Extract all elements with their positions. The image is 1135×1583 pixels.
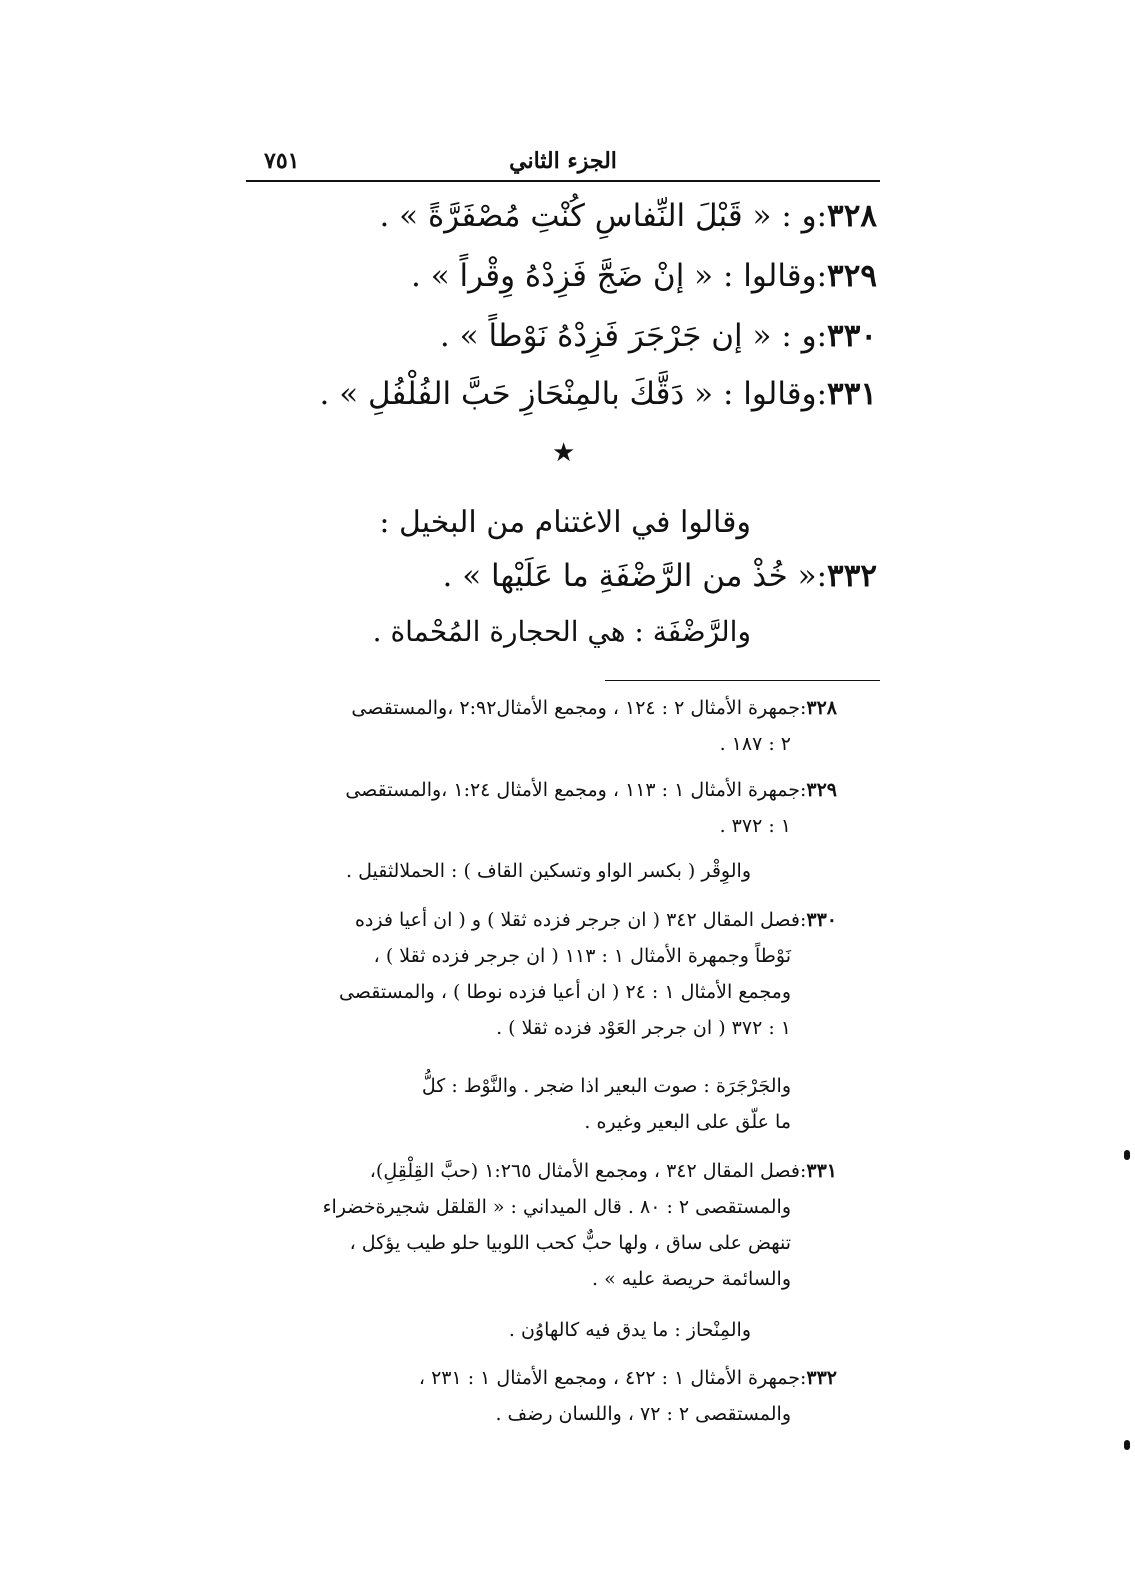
footnote-line: والمستقصى ٢ : ٨٠ . قال الميداني : « القلقل شجيرةخضراء bbox=[322, 1196, 791, 1218]
proverb-entry bbox=[443, 558, 878, 594]
footnote-line: :جمهرة الأمثال ١ : ٤٢٢ ، ومجمع الأمثال ١ : ٢٣١ ، bbox=[418, 1367, 807, 1389]
proverb-entry bbox=[379, 198, 877, 234]
entry-number: ٣٣١ bbox=[827, 376, 877, 412]
entry-text: :و : « إن جَرْجَرَ فَزِدْهُ نَوْطاً » . bbox=[439, 318, 828, 354]
footnote-line: ١ : ٣٧٢ . bbox=[719, 815, 791, 837]
entry-text: :وقالوا : « دَقَّكَ بالمِنْحَازِ حَبَّ الفُلْفُلِ » . bbox=[319, 376, 828, 412]
footnote-line: تنهض على ساق ، ولها حبٌّ كحب اللوبيا حلو طيب يؤكل ، bbox=[349, 1232, 791, 1254]
footnote-line: نَوْطاً وجمهرة الأمثال ١ : ١١٣ ( ان جرجر فزده ثقلا ) ، bbox=[373, 945, 791, 967]
footnote-line: والجَرْجَرَة : صوت البعير اذا ضجر . والنَّوْط : كلُّ bbox=[421, 1075, 791, 1097]
footnote-number: ٣٢٨ bbox=[806, 697, 837, 719]
entry-text: :و : « قَبْلَ النِّفاسِ كُنْتِ مُصْفَرَّةً » . bbox=[379, 198, 828, 234]
footnote-line: ومجمع الأمثال ١ : ٢٤ ( ان أعيا فزده نوطا ) ، والمستقصى bbox=[338, 981, 791, 1003]
footnote-line: :فصل المقال ٣٤٢ ، ومجمع الأمثال ١:٢٦٥ (حبَّ القِلْقِلِ)، bbox=[369, 1160, 807, 1182]
footnote-line: ما علّق على البعير وغيره . bbox=[584, 1111, 791, 1133]
entry-number: ٣٢٨ bbox=[827, 198, 877, 234]
proverb-entry bbox=[440, 318, 877, 354]
footnote bbox=[227, 1153, 837, 1297]
footnote-number: ٣٣٠ bbox=[806, 909, 837, 931]
footnote-gloss: والوِقْر ( بكسر الواو وتسكين القاف ) : الحملالثقيل . bbox=[346, 860, 751, 882]
footnote-divider bbox=[605, 680, 880, 681]
footnote-number: ٣٣١ bbox=[806, 1160, 837, 1182]
entry-text: :وقالوا : « إنْ ضَجَّ فَزِدْهُ وِقْراً » . bbox=[411, 258, 828, 294]
running-title: الجزء الثاني bbox=[509, 148, 617, 174]
footnote bbox=[227, 902, 837, 1046]
footnote bbox=[227, 690, 837, 762]
footnote-line: والسائمة حريصة عليه » . bbox=[592, 1268, 791, 1290]
entry-number: ٣٣٠ bbox=[827, 318, 877, 354]
footnote-line: :جمهرة الأمثال ٢ : ١٢٤ ، ومجمع الأمثال٢:٩٢ ،والمستقصى bbox=[351, 697, 807, 719]
footnote-number: ٣٢٩ bbox=[806, 779, 837, 801]
footnote-line: ٢ : ١٨٧ . bbox=[719, 733, 791, 755]
page-header bbox=[246, 148, 880, 182]
section-heading: وقالوا في الاغتنام من البخيل : bbox=[379, 505, 751, 540]
footnote-line: ١ : ٣٧٢ ( ان جرجر العَوْد فزده ثقلا ) . bbox=[496, 1017, 791, 1039]
footnote-gloss: والمِنْحاز : ما يدق فيه كالهاوُن . bbox=[508, 1319, 751, 1341]
star-icon: ★ bbox=[552, 438, 576, 468]
footnote-number: ٣٣٢ bbox=[806, 1367, 837, 1389]
footnote-line: والمستقصى ٢ : ٧٢ ، واللسان رضف . bbox=[495, 1403, 791, 1425]
entry-number: ٣٢٩ bbox=[827, 258, 877, 294]
footnote-line: :فصل المقال ٣٤٢ ( ان جرجر فزده ثقلا ) و ( ان أعيا فزده bbox=[354, 909, 807, 931]
scan-mark bbox=[1124, 1440, 1130, 1450]
footnote bbox=[227, 772, 837, 844]
entry-text: :« خُذْ من الرَّضْفَةِ ما عَلَيْها » . bbox=[442, 558, 828, 594]
page-number: ٧٥١ bbox=[264, 148, 300, 174]
footnote-line: :جمهرة الأمثال ١ : ١١٣ ، ومجمع الأمثال ١:٢٤ ،والمستقصى bbox=[345, 779, 807, 801]
proverb-entry bbox=[411, 258, 877, 294]
footnote bbox=[227, 1360, 837, 1432]
proverb-entry bbox=[319, 376, 877, 412]
scan-mark bbox=[1124, 1150, 1130, 1160]
entry-number: ٣٣٢ bbox=[827, 558, 877, 594]
footnote-gloss bbox=[227, 1068, 837, 1140]
definition-text: والرَّضْفَة : هي الحجارة المُحْماة . bbox=[372, 615, 751, 648]
